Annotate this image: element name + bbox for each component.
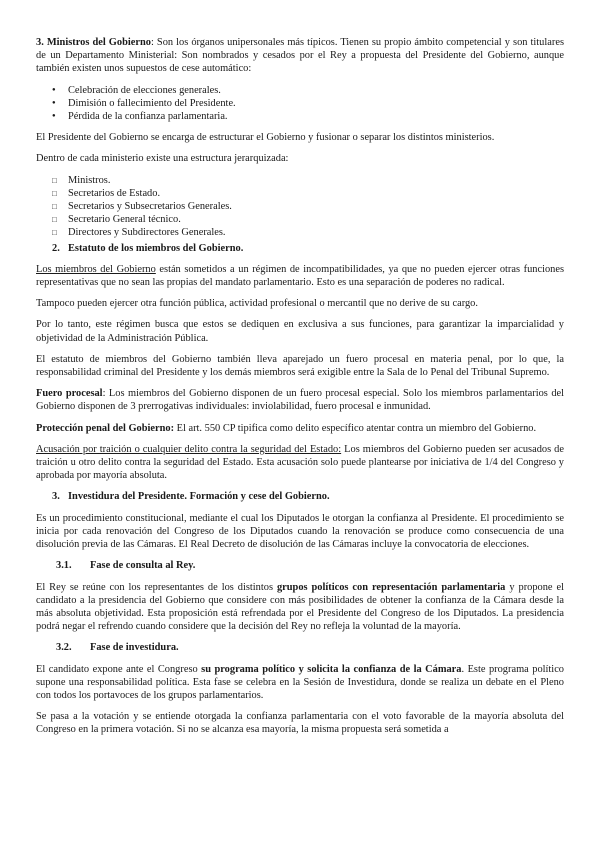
- section-ministros: 3. Ministros del Gobierno: Son los órganos unipersonales más típicos. Tienen su propio ámbito competencial y son titulares de un Departamento Ministerial: Son nombrados y cesados por el Rey a propuesta del Presidente del Gobierno, aunque también existen unos supuestos de cese automático:: [36, 37, 564, 75]
- list-item: □ Secretarios de Estado.: [36, 187, 564, 200]
- paragraph-votacion: Se pasa a la votación y se entiende otorgada la confianza parlamentaria con el voto favorable de la mayoría absoluta del Congreso en la primera votación. Si no se alcanza esa mayoría, la misma propuesta será sometida a: [36, 711, 564, 736]
- list-item: □ Ministros.: [36, 174, 564, 187]
- list-item: □ Secretarios y Subsecretarios Generales.: [36, 200, 564, 213]
- jerarquia-list: [36, 174, 564, 240]
- heading-fase-investidura: 3.2. Fase de investidura.: [56, 642, 179, 654]
- paragraph-candidato: El candidato expone ante el Congreso su programa político y solicita la confianza de la Cámara. Este programa político supone una responsabilidad política. Esta fase se celebra en la Sesión de Investidura, donde se realiza un debate en el Pleno con todos los portavoces de los grupos parlamentarios.: [36, 663, 564, 701]
- paragraph-fuero-procesal: Fuero procesal: Los miembros del Gobierno disponen de un fuero procesal especial. Solo los miembros parlamentarios del Gobierno disponen de 3 prerrogativas individuales: inviolabilidad, fuero procesal e inmunidad.: [36, 388, 565, 413]
- paragraph-por-tanto: Por lo tanto, este régimen busca que estos se dediquen en exclusiva a sus funciones, para garantizar la imparcialidad y objetividad de la Administración Pública.: [36, 319, 564, 344]
- paragraph-acusacion: Acusación por traición o cualquier delito contra la seguridad del Estado: Los miembros del Gobierno pueden ser acusados de traición u otro delito contra la seguridad del Estado. Esta acusación solo puede plantearse por iniciativa de 1/4 del Congreso y aprobada por mayoría absoluta.: [36, 443, 564, 482]
- paragraph-rey: El Rey se reúne con los representantes de los distintos grupos políticos con representación parlamentaria y propone el candidato a la presidencia del Gobierno que considere con más posibilidades de obtener la confianza de la Cámara desde la más absoluta objetividad. Esta proposición está refrendada por el Presidente del Congreso de los Diputados. La presidencia podrá negar el refrendo cuando considere que la decisión del Rey no refleja la voluntad de la mayoría.: [36, 581, 564, 633]
- paragraph-estructura: El Presidente del Gobierno se encarga de estructurar el Gobierno y fusionar o separar los distintos ministerios.: [36, 132, 495, 144]
- list-item: □ Secretario General técnico.: [36, 213, 564, 226]
- list-item: ● Celebración de elecciones generales.: [36, 84, 564, 97]
- paragraph-miembros: Los miembros del Gobierno están sometidos a un régimen de incompatibilidades, ya que no pueden ejercer otras funciones representativas que no sean las propias del mandato parlamentario. Esto es una separación de poderes no radical.: [36, 263, 564, 289]
- heading-estatuto: 2. Estatuto de los miembros del Gobierno.: [52, 242, 244, 254]
- paragraph-procedimiento: Es un procedimiento constitucional, mediante el cual los Diputados le otorgan la confianza al Presidente. El procedimiento se inicia por cada renovación del Congreso de los Diputados cuando la renovación se produce como consecuencia de una disolución previa de las Cámaras. El Real Decreto de disolución de las Cámaras incluye la convocatoria de elecciones.: [36, 512, 564, 551]
- section-ministros-title: 3. Ministros del Gobierno: [36, 37, 151, 48]
- paragraph-proteccion: Protección penal del Gobierno: El art. 550 CP tipifica como delito específico atentar contra un miembro del Gobierno.: [36, 422, 537, 434]
- heading-investidura: 3. Investidura del Presidente. Formación y cese del Gobierno.: [52, 491, 330, 503]
- paragraph-jerarquia: Dentro de cada ministerio existe una estructura jerarquizada:: [36, 153, 289, 165]
- list-item: ● Pérdida de la confianza parlamentaria.: [36, 110, 564, 123]
- list-item: ● Dimisión o fallecimiento del Presidente.: [36, 97, 564, 110]
- list-item: □ Directores y Subdirectores Generales.: [36, 226, 564, 239]
- cese-list: [36, 84, 564, 124]
- heading-consulta-rey: 3.1. Fase de consulta al Rey.: [56, 560, 196, 572]
- paragraph-tampoco: Tampoco pueden ejercer otra función pública, actividad profesional o mercantil que no derive de su cargo.: [36, 298, 478, 310]
- paragraph-fuero-penal: El estatuto de miembros del Gobierno también lleva aparejado un fuero procesal en materia penal, por lo que, la responsabilidad criminal del Presidente y los demás miembros será exigible entre la Sala de lo Penal del Tribunal Supremo.: [36, 353, 564, 379]
